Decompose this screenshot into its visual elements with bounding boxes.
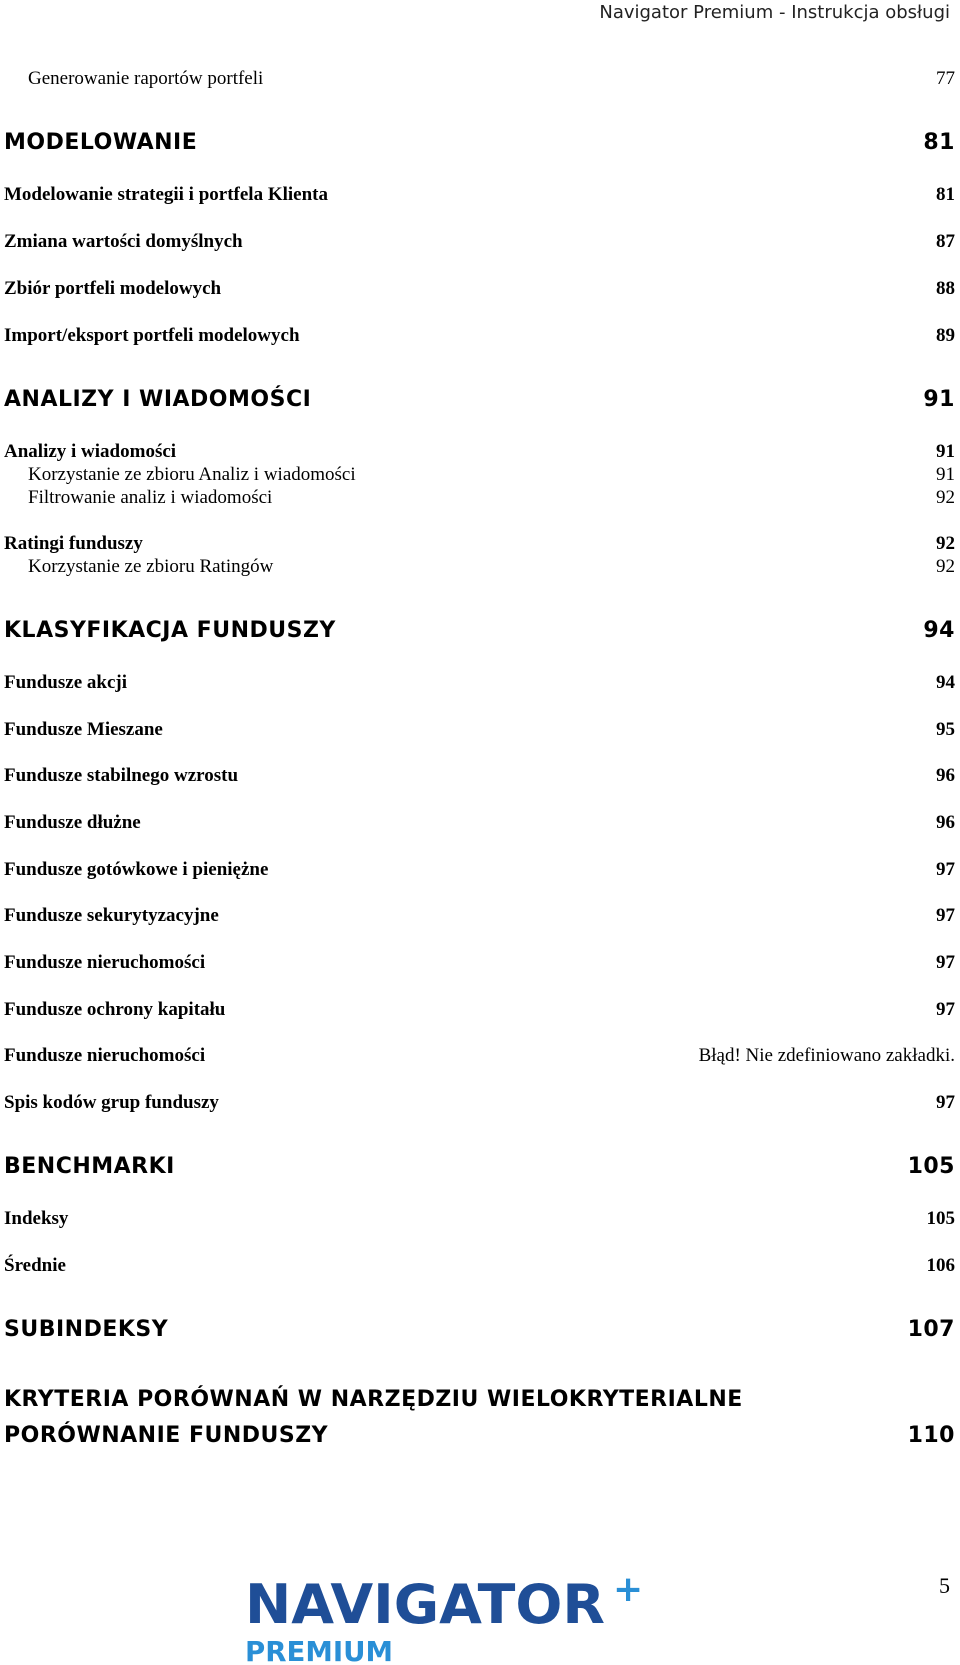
toc-chapter[interactable] — [4, 1382, 955, 1454]
toc-chapter[interactable] — [4, 387, 955, 412]
toc-entry[interactable] — [4, 1208, 955, 1230]
toc-entry-label: Fundusze stabilnego wzrostu — [4, 765, 239, 786]
toc-entry-label: Fundusze sekurytyzacyjne — [4, 905, 219, 926]
toc-entry[interactable] — [4, 325, 955, 347]
toc-entry[interactable] — [4, 905, 955, 927]
toc-entry-label: Filtrowanie analiz i wiadomości — [28, 487, 273, 508]
toc-entry-page: 92 — [936, 487, 955, 508]
toc-entry-page: 96 — [936, 812, 955, 833]
logo-plus-text: + — [613, 1569, 644, 1610]
toc-entry-label: Import/eksport portfeli modelowych — [4, 325, 300, 346]
toc-entry-page: 91 — [936, 441, 955, 462]
toc-entry[interactable] — [4, 231, 955, 253]
toc-entry-label: Fundusze akcji — [4, 672, 127, 693]
toc-entry[interactable] — [4, 952, 955, 974]
toc-entry-label: Fundusze gotówkowe i pieniężne — [4, 859, 269, 880]
toc-chapter-label: KLASYFIKACJA FUNDUSZY — [4, 618, 336, 643]
toc-entry[interactable] — [4, 1045, 955, 1067]
toc-entry-label: Fundusze ochrony kapitału — [4, 999, 226, 1020]
toc-chapter[interactable] — [4, 1317, 955, 1342]
toc-entry-label: Ratingi funduszy — [4, 533, 143, 554]
logo-main-text: NAVIGATOR — [245, 1573, 605, 1636]
toc-entry-page: 94 — [936, 672, 955, 693]
toc-entry[interactable] — [4, 812, 955, 834]
toc-chapter-label: SUBINDEKSY — [4, 1317, 169, 1342]
toc-chapter-page: 105 — [907, 1154, 955, 1179]
toc-chapter[interactable] — [4, 130, 955, 155]
toc-entry-page: 95 — [936, 719, 955, 740]
toc-chapter-label-line2: PORÓWNANIE FUNDUSZY — [4, 1423, 329, 1448]
toc-entry[interactable] — [28, 487, 955, 509]
toc-entry-label: Zmiana wartości domyślnych — [4, 231, 243, 252]
navigator-premium-logo — [245, 1565, 685, 1665]
toc-entry-page: 106 — [926, 1255, 955, 1276]
toc-chapter-label-line1: KRYTERIA PORÓWNAŃ W NARZĘDZIU WIELOKRYTERIALNE — [4, 1387, 743, 1412]
toc-entry-label: Indeksy — [4, 1208, 69, 1229]
toc-entry-label: Fundusze dłużne — [4, 812, 141, 833]
toc-chapter-page: 81 — [923, 130, 955, 155]
toc-entry[interactable] — [4, 1255, 955, 1277]
toc-entry-error: Błąd! Nie zdefiniowano zakładki. — [698, 1045, 955, 1066]
toc-entry[interactable] — [28, 68, 955, 90]
toc-chapter-label: BENCHMARKI — [4, 1154, 175, 1179]
toc-entry-label: Spis kodów grup funduszy — [4, 1092, 219, 1113]
toc-entry-page: 97 — [936, 1092, 955, 1113]
toc-entry[interactable] — [4, 672, 955, 694]
toc-entry[interactable] — [4, 1092, 955, 1114]
toc-entry-page: 97 — [936, 905, 955, 926]
toc-entry-page: 97 — [936, 999, 955, 1020]
toc-chapter-page: 110 — [907, 1423, 955, 1448]
toc-chapter-label: ANALIZY I WIADOMOŚCI — [4, 387, 312, 412]
toc-entry-page: 81 — [936, 184, 955, 205]
toc-entry-label: Zbiór portfeli modelowych — [4, 278, 222, 299]
toc-entry[interactable] — [4, 719, 955, 741]
page-number: 5 — [939, 1573, 950, 1598]
toc-chapter-label: MODELOWANIE — [4, 130, 198, 155]
toc-entry-page: 92 — [936, 556, 955, 577]
toc-entry-label: Generowanie raportów portfeli — [28, 68, 264, 89]
toc-chapter-page: 94 — [923, 618, 955, 643]
toc-entry-page: 87 — [936, 231, 955, 252]
toc-entry[interactable] — [28, 556, 955, 578]
toc-entry-label: Modelowanie strategii i portfela Klienta — [4, 184, 328, 205]
toc-chapter[interactable] — [4, 1154, 955, 1179]
toc-entry-label: Korzystanie ze zbioru Ratingów — [28, 556, 274, 577]
toc-entry[interactable] — [4, 441, 955, 463]
toc-entry[interactable] — [4, 999, 955, 1021]
toc-entry-page: 105 — [926, 1208, 955, 1229]
toc-entry-page: 88 — [936, 278, 955, 299]
toc-entry[interactable] — [28, 464, 955, 486]
toc-entry[interactable] — [4, 184, 955, 206]
toc-chapter[interactable] — [4, 618, 955, 643]
toc-entry-page: 96 — [936, 765, 955, 786]
toc-entry-page: 89 — [936, 325, 955, 346]
toc-entry-label: Fundusze Mieszane — [4, 719, 163, 740]
logo-sub-text: PREMIUM — [245, 1635, 393, 1665]
toc-entry[interactable] — [4, 533, 955, 555]
toc-entry[interactable] — [4, 765, 955, 787]
toc-entry-page: 92 — [936, 533, 955, 554]
toc-entry-page: 91 — [936, 464, 955, 485]
toc-chapter-page: 107 — [907, 1317, 955, 1342]
toc-entry-label: Fundusze nieruchomości — [4, 1045, 206, 1066]
toc-entry-page: 97 — [936, 859, 955, 880]
toc-entry-page: 97 — [936, 952, 955, 973]
toc-entry-page: 77 — [936, 68, 955, 89]
running-header: Navigator Premium - Instrukcja obsługi — [599, 2, 950, 23]
toc-entry-label: Analizy i wiadomości — [4, 441, 177, 462]
toc-entry-label: Średnie — [4, 1255, 66, 1276]
toc-entry[interactable] — [4, 278, 955, 300]
toc-chapter-page: 91 — [923, 387, 955, 412]
toc-entry-label: Korzystanie ze zbioru Analiz i wiadomości — [28, 464, 356, 485]
toc-entry-label: Fundusze nieruchomości — [4, 952, 206, 973]
toc-entry[interactable] — [4, 859, 955, 881]
